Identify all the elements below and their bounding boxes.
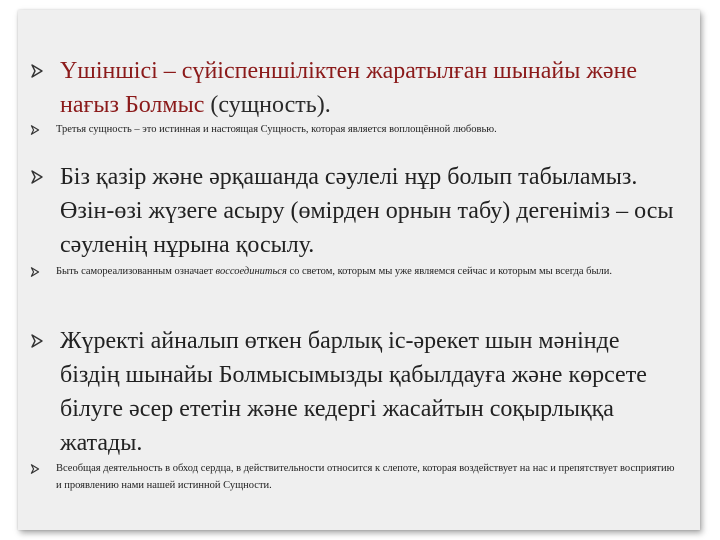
bullet-text-4-italic: воссоединиться — [215, 266, 287, 277]
content-box — [18, 10, 700, 530]
arrowhead-bullet-icon — [30, 267, 40, 277]
bullet-text-1-main: Үшіншісі – сүйіспеншіліктен жаратылған шынайы және нағыз Болмыс — [60, 58, 638, 118]
arrowhead-bullet-icon — [30, 170, 44, 184]
bullet-text-6: Всеобщая деятельность в обход сердца, в действительности относится к слепоте, которая воздействует на нас и препятствует восприятию и проявлению нами нашей истинной Сущности. — [56, 463, 675, 491]
bullet-text-4-before: Быть самореализованным означает — [56, 266, 216, 277]
bullet-text-2: Третья сущность – это истинная и настоящая Сущность, которая является воплощённой любовью. — [56, 124, 497, 135]
bullet-text-1 — [60, 54, 682, 122]
bullet-text-5: Жүректі айналып өткен барлық іс-әрекет шын мәнінде біздің шынайы Болмысымызды қабылдауға және көрсете білуге әсер ететін және кедергі жасайтын соқырлыққа жатады. — [60, 328, 647, 456]
bullet-text-3: Біз қазір және әрқашанда сәулелі нұр болып табыламыз. Өзін-өзі жүзеге асыру (өмірден орнын табу) дегеніміз – осы сәуленің нұрына қосылу. — [60, 164, 674, 258]
arrowhead-bullet-icon — [30, 334, 44, 348]
bullet-text-4-after: со светом, которым мы уже являемся сейчас и которым мы всегда были. — [286, 266, 613, 277]
arrowhead-bullet-icon — [30, 125, 40, 135]
bullet-text-1-paren: (сущность). — [204, 92, 331, 118]
arrowhead-bullet-icon — [30, 64, 44, 78]
bullet-text-4 — [56, 263, 682, 280]
arrowhead-bullet-icon — [30, 464, 40, 474]
